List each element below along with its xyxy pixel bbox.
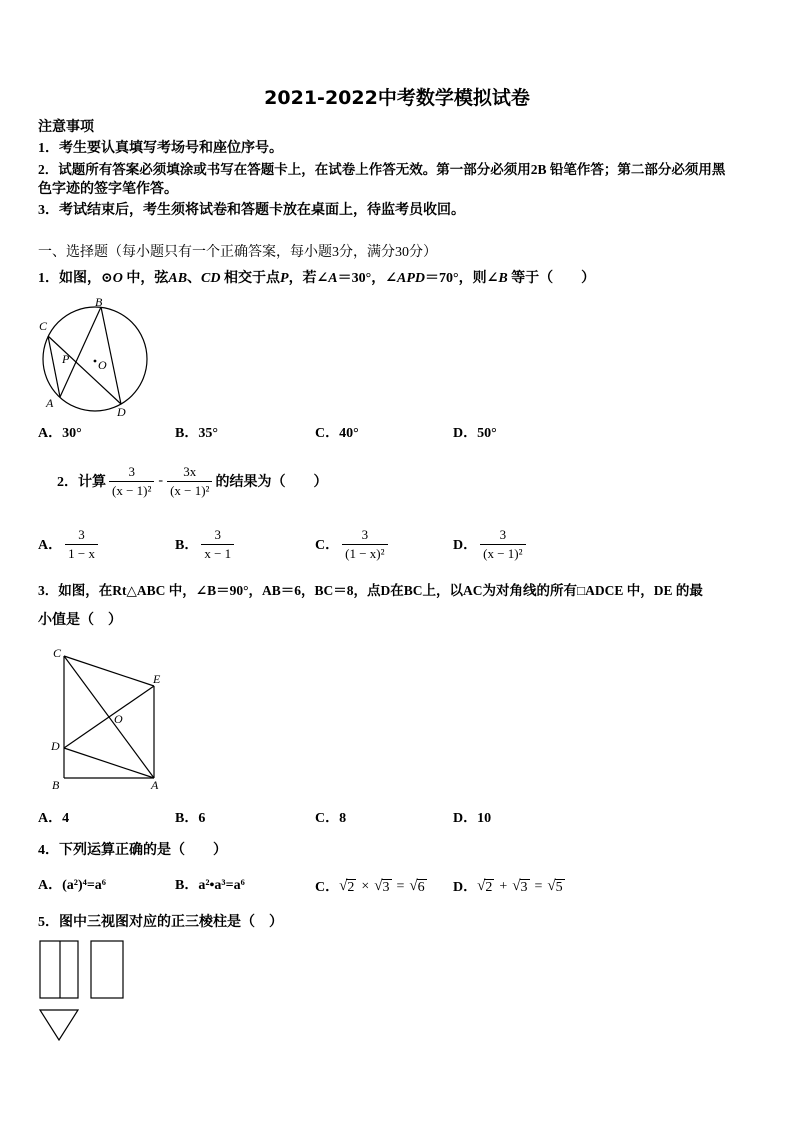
numerator: 3 bbox=[342, 527, 387, 545]
stem-text: 等于（ ） bbox=[507, 271, 596, 286]
times-sign: × bbox=[361, 878, 370, 894]
denominator: (1 − x)² bbox=[345, 545, 385, 561]
question-3-option-d: D．10 bbox=[453, 811, 492, 826]
question-3-stem-line-2: 小值是（ ） bbox=[38, 613, 122, 628]
question-2-option-c bbox=[315, 525, 391, 563]
stem-text: ＝70°，则∠ bbox=[424, 271, 499, 286]
option-letter: C． bbox=[315, 538, 340, 553]
top-view-triangle bbox=[40, 1010, 78, 1040]
side-view bbox=[91, 941, 123, 998]
segment-ad bbox=[64, 748, 154, 778]
stem-symbol: P bbox=[280, 271, 289, 286]
radical-sign: √ bbox=[409, 877, 418, 894]
numerator: 3 bbox=[65, 527, 98, 545]
denominator: (x − 1)² bbox=[112, 482, 152, 498]
label-a: A bbox=[46, 396, 54, 410]
question-3-option-b: B．6 bbox=[175, 811, 206, 826]
denominator: 1 − x bbox=[68, 545, 95, 561]
option-letter: D． bbox=[453, 880, 478, 895]
numerator: 3x bbox=[167, 464, 212, 482]
option-letter: C． bbox=[315, 880, 340, 895]
question-2-option-a bbox=[38, 525, 101, 563]
fraction-term-1 bbox=[109, 464, 154, 499]
radical-sign: √ bbox=[477, 877, 486, 894]
radical-sign: √ bbox=[339, 877, 348, 894]
label-d: D bbox=[117, 405, 126, 419]
radical-sign: √ bbox=[512, 877, 521, 894]
numerator: 3 bbox=[109, 464, 154, 482]
question-4-option-d bbox=[453, 874, 565, 898]
option-fraction bbox=[65, 527, 98, 562]
question-1-option-a: A．30° bbox=[38, 426, 82, 441]
label-o: O bbox=[114, 712, 123, 726]
stem-symbol: A bbox=[328, 271, 338, 286]
notice-line-3: 色字迹的签字笔作答。 bbox=[38, 182, 178, 197]
center-point bbox=[94, 360, 97, 363]
label-a: A bbox=[151, 778, 159, 792]
question-3-stem-line-1: 3．如图，在Rt△ABC 中，∠B＝90°，AB＝6，BC＝8，点D在BC上，以AC为对角线的所有□ADCE 中，DE 的最 bbox=[38, 583, 703, 598]
radicand: 5 bbox=[555, 879, 563, 895]
radicand: 3 bbox=[382, 879, 390, 895]
option-fraction bbox=[480, 527, 525, 562]
stem-symbol: APD bbox=[396, 271, 425, 286]
numerator: 3 bbox=[201, 527, 234, 545]
radicand: 6 bbox=[417, 879, 425, 895]
chord-bd bbox=[101, 307, 121, 404]
label-d: D bbox=[51, 739, 60, 753]
option-letter: A． bbox=[38, 538, 63, 553]
question-1-stem bbox=[38, 269, 595, 289]
label-b: B bbox=[95, 295, 103, 309]
front-view bbox=[40, 941, 78, 998]
question-5-three-views-figure bbox=[35, 935, 130, 1045]
label-c: C bbox=[39, 319, 48, 333]
label-c: C bbox=[53, 646, 62, 660]
circle-o bbox=[43, 307, 147, 411]
stem-prefix: 2．计算 bbox=[57, 475, 106, 490]
question-2-option-b bbox=[175, 525, 237, 563]
question-5-stem: 5．图中三视图对应的正三棱柱是（ ） bbox=[38, 915, 283, 930]
question-2-stem bbox=[57, 463, 327, 499]
denominator: (x − 1)² bbox=[170, 482, 210, 498]
notice-line-1: 1．考生要认真填写考场号和座位序号。 bbox=[38, 141, 283, 156]
label-o: O bbox=[98, 358, 107, 372]
stem-text: ＝30°，∠ bbox=[337, 271, 397, 286]
option-fraction bbox=[342, 527, 387, 562]
plus-sign: + bbox=[499, 878, 508, 894]
label-e: E bbox=[153, 672, 161, 686]
fraction-term-2 bbox=[167, 464, 212, 499]
option-fraction bbox=[201, 527, 234, 562]
question-4-option-b: B．a²•a³=a⁶ bbox=[175, 878, 245, 893]
sqrt-expression bbox=[339, 878, 427, 895]
label-p: P bbox=[62, 352, 70, 366]
stem-text: 1．如图，⊙ bbox=[38, 271, 113, 286]
denominator: x − 1 bbox=[204, 545, 232, 561]
equals-sign: = bbox=[534, 878, 543, 894]
label-b: B bbox=[52, 778, 60, 792]
question-3-parallelogram-figure bbox=[45, 640, 170, 795]
exam-title: 2021-2022中考数学模拟试卷 bbox=[264, 87, 530, 109]
stem-text: ，若∠ bbox=[288, 271, 329, 286]
stem-symbol: AB bbox=[168, 271, 188, 286]
equals-sign: = bbox=[396, 878, 405, 894]
option-letter: B． bbox=[175, 538, 199, 553]
denominator: (x − 1)² bbox=[483, 545, 523, 561]
radicand: 2 bbox=[485, 879, 493, 895]
question-3-option-c: C．8 bbox=[315, 811, 347, 826]
radicand: 3 bbox=[520, 879, 528, 895]
minus-sign: - bbox=[158, 473, 164, 488]
notice-line-2: 2．试题所有答案必须填涂或书写在答题卡上，在试卷上作答无效。第一部分必须用2B 铅笔作答；第二部分必须用黑 bbox=[38, 162, 726, 177]
notice-heading: 注意事项 bbox=[38, 120, 94, 135]
question-4-stem: 4．下列运算正确的是（ ） bbox=[38, 843, 227, 858]
question-1-option-b: B．35° bbox=[175, 426, 218, 441]
stem-symbol: B bbox=[498, 271, 508, 286]
question-4-option-a: A．(a²)⁴=a⁶ bbox=[38, 878, 107, 893]
radical-sign: √ bbox=[547, 877, 556, 894]
question-1-circle-figure bbox=[30, 290, 160, 422]
stem-suffix: 的结果为（ ） bbox=[215, 475, 328, 490]
stem-text: 中，弦 bbox=[122, 271, 169, 286]
sqrt-expression bbox=[477, 878, 565, 895]
section-heading: 一、选择题（每小题只有一个正确答案，每小题3分，满分30分） bbox=[38, 245, 437, 260]
segment-ce bbox=[64, 656, 154, 686]
notice-line-4: 3．考试结束后，考生须将试卷和答题卡放在桌面上，待监考员收回。 bbox=[38, 203, 465, 218]
radical-sign: √ bbox=[374, 877, 383, 894]
stem-text: 相交于点 bbox=[220, 271, 280, 286]
radicand: 2 bbox=[347, 879, 355, 895]
stem-symbol: CD bbox=[201, 271, 221, 286]
question-3-option-a: A．4 bbox=[38, 811, 70, 826]
stem-symbol: O bbox=[112, 271, 123, 286]
segment-de bbox=[64, 686, 154, 748]
question-2-option-d bbox=[453, 525, 529, 563]
option-letter: D． bbox=[453, 538, 478, 553]
numerator: 3 bbox=[480, 527, 525, 545]
question-1-option-d: D．50° bbox=[453, 426, 497, 441]
stem-text: 、 bbox=[187, 271, 202, 286]
question-4-option-c bbox=[315, 874, 427, 898]
question-1-option-c: C．40° bbox=[315, 426, 359, 441]
